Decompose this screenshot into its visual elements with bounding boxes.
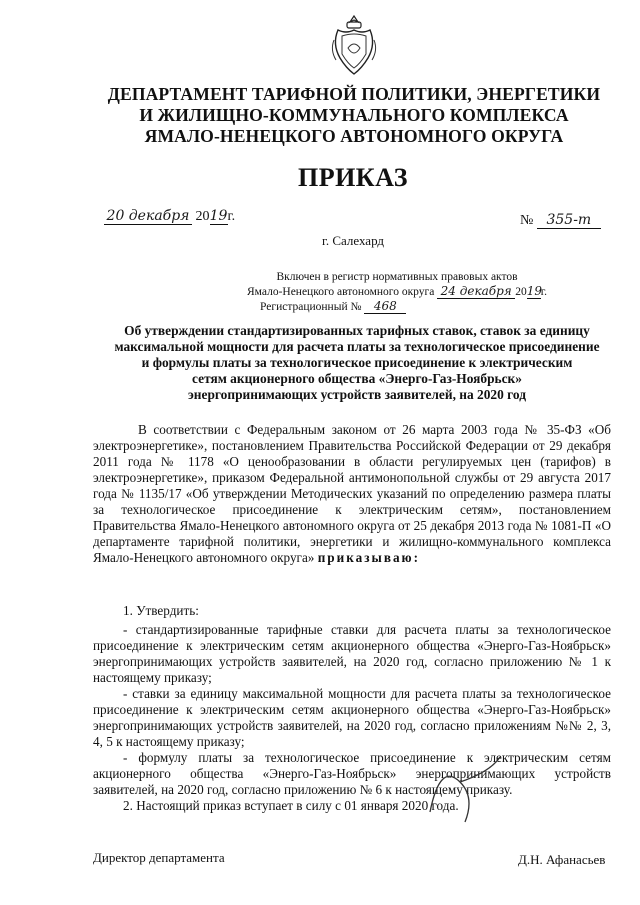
subject-line-5: энергопринимающих устройств заявителей, на 2020 год [188, 387, 526, 402]
department-line-3: ЯМАЛО-НЕНЕЦКОГО АВТОНОМНОГО ОКРУГА [144, 126, 564, 146]
signature-mark [420, 752, 510, 832]
preamble-text: В соответствии с Федеральным законом от 26 марта 2003 года № 35-ФЗ «Об электроэнергетике», постановлением Правительства Российской Федерации от 29 декабря 2011 года № 1178 «О ценообразовании в области регулируемых цен (тарифов) в электроэнергетике», приказом Федеральной антимонопольной службы от 29 августа 2017 года № 1135/17 «Об утверждении Методических указаний по определению размера платы за технологическое присоединение к электрическим сетям», постановлением Правительства Ямало-Ненецкого автономного округа от 25 декабря 2013 года № 1081-П «О департаменте тарифной политики, энергетики и жилищно-коммунального комплекса Ямало-Ненецкого автономного округа» [93, 422, 611, 565]
item-1: 1. Утвердить: [123, 603, 199, 618]
department-name [60, 84, 640, 147]
order-date-year: 19 [209, 208, 228, 224]
order-subject [92, 323, 622, 403]
order-items [93, 603, 611, 814]
item-2: 2. Настоящий приказ вступает в силу с 01 января 2020 года. [123, 798, 459, 813]
registry-line-1: Включен в регистр нормативных правовых актов [276, 271, 518, 283]
registry-date-handwritten: 24 декабря [437, 284, 515, 299]
coat-of-arms-icon [328, 14, 380, 78]
subject-line-4: сетям акционерного общества «Энерго-Газ-Ноябрьск» [192, 371, 522, 386]
order-number [520, 212, 601, 229]
order-number-label: № [520, 213, 534, 228]
registry-number-value: 468 [364, 299, 406, 314]
registry-year: 19 [526, 284, 542, 298]
order-date-year-suffix: г. [227, 209, 236, 224]
item-1-sub-1: - стандартизированные тарифные ставки для расчета платы за технологическое присоединение к электрическим сетям акционерного общества «Энерго-Газ-Ноябрьск» энергопринимающих устройств заявителей, на 2020 год, согласно приложению № 1 к настоящему приказу; [93, 622, 611, 685]
registry-stamp [232, 270, 562, 314]
registry-year-prefix: 20 [515, 286, 527, 298]
registry-year-suffix: г. [540, 286, 547, 298]
order-number-value: 355-т [537, 212, 601, 229]
preamble [93, 422, 611, 566]
signature-position: Директор департамента [93, 850, 225, 865]
city: г. Салехард [321, 233, 385, 248]
item-1-sub-2: - ставки за единицу максимальной мощности для расчета платы за технологическое присоединение к электрическим сетям акционерного общества «Энерго-Газ-Ноябрьск» энергопринимающих устройств заявителей, на 2020 год, согласно приложениям №№ 2, 3, 4, 5 к настоящему приказу; [93, 686, 611, 749]
order-word: приказываю: [317, 550, 421, 565]
registry-line-3 [232, 299, 562, 314]
department-line-1: ДЕПАРТАМЕНТ ТАРИФНОЙ ПОЛИТИКИ, ЭНЕРГЕТИКИ [107, 84, 601, 104]
document-type-title: ПРИКАЗ [297, 163, 409, 192]
order-date [104, 208, 235, 225]
subject-line-2: максимальной мощности для расчета платы за технологическое присоединение [114, 339, 600, 354]
subject-line-3: и формулы платы за технологическое присоединение к электрическим [141, 355, 573, 370]
registry-line-2-prefix: Ямало-Ненецкого автономного округа [247, 286, 435, 298]
signature-name: Д.Н. Афанасьев [518, 852, 606, 867]
registry-number-label: Регистрационный № [260, 301, 362, 313]
item-1-sub-3: - формулу платы за технологическое присоединение к электрическим сетям акционерного общества «Энерго-Газ-Ноябрьск» энергопринимающих устройств заявителей, на 2020 год, согласно приложению № 6 к настоящему приказу. [93, 750, 611, 797]
registry-line-2 [232, 284, 562, 299]
order-date-handwritten: 20 декабря [104, 208, 192, 225]
department-line-2: И ЖИЛИЩНО-КОММУНАЛЬНОГО КОМПЛЕКСА [139, 105, 569, 125]
order-date-year-prefix: 20 [195, 209, 210, 224]
subject-line-1: Об утверждении стандартизированных тарифных ставок, ставок за единицу [124, 323, 590, 338]
